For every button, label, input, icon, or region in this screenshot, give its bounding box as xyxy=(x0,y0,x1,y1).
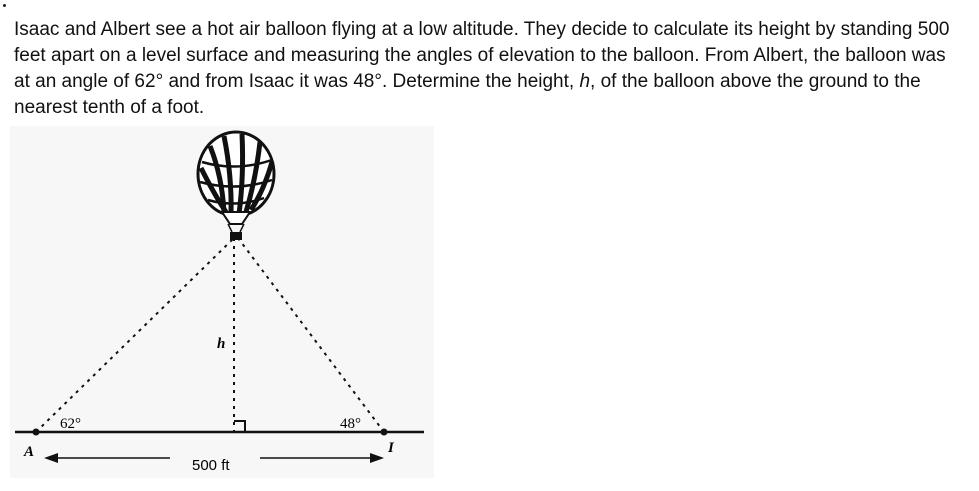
label-distance: 500 ft xyxy=(192,457,230,474)
problem-text-2: , of the balloon above the ground to the nearest tenth of a foot. xyxy=(14,71,921,118)
problem-text-1: Isaac and Albert see a hot air balloon flying at a low altitude. They decide to calculate its height by standing 500 feet apart on a level surface and measuring the angles of elevation to the balloon. From Albert, the balloon was at an angle of 62° and from Isaac it was 48°. Determine the height, xyxy=(14,19,950,92)
label-angle-isaac: 48° xyxy=(340,416,361,432)
list-bullet xyxy=(3,4,6,7)
problem-statement xyxy=(0,17,965,121)
balloon-figure xyxy=(10,126,434,478)
label-angle-albert: 62° xyxy=(60,416,81,432)
height-variable: h xyxy=(579,71,591,92)
label-point-a: A xyxy=(24,444,35,460)
label-height: h xyxy=(217,336,226,352)
label-point-i: I xyxy=(388,440,394,456)
figure-svg xyxy=(10,126,434,478)
point-a-dot xyxy=(33,429,40,436)
point-i-dot xyxy=(381,429,388,436)
